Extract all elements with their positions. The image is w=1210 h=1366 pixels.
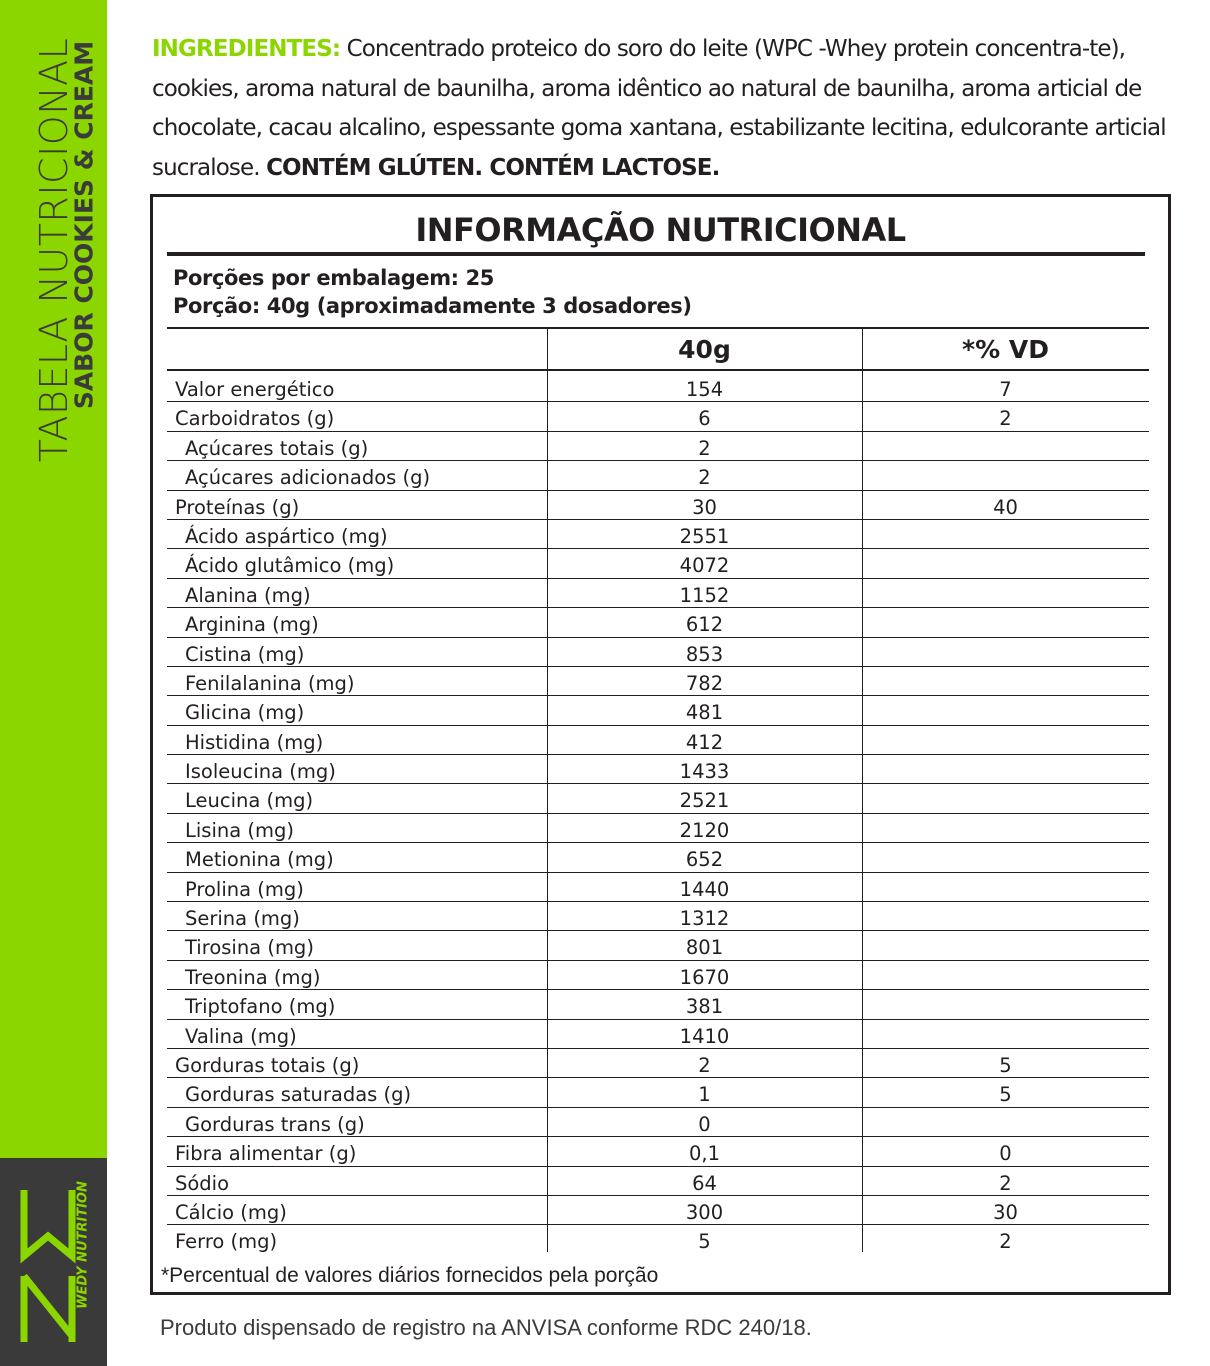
ingredients-label: INGREDIENTES: [152,36,341,62]
nutrient-dv: 40 [993,495,1018,519]
table-row [167,402,1149,431]
nutrient-name: Alanina (mg) [185,583,311,607]
nutrient-name: Fibra alimentar (g) [175,1142,357,1166]
table-row [167,902,1149,931]
table-row [167,579,1149,608]
nutrient-name: Histidina (mg) [185,730,324,754]
nutrient-name: Arginina (mg) [185,613,319,637]
nutrient-amount: 300 [685,1200,724,1224]
nutrient-amount: 412 [685,730,724,754]
brand-logo-box [0,1158,107,1366]
column-header-amount: 40g [678,335,731,364]
nutrient-dv: 0 [999,1142,1012,1166]
nutrient-name: Metionina (mg) [185,848,334,872]
nutrient-name: Serina (mg) [185,907,300,931]
nutrient-name: Prolina (mg) [185,877,304,901]
title-divider [167,252,1145,256]
nutrient-amount: 782 [685,671,724,695]
nutrient-dv: 2 [999,1171,1012,1195]
nutrient-dv: 5 [999,1053,1012,1077]
nutrient-amount: 481 [685,701,724,725]
table-row [167,990,1149,1019]
nutrient-amount: 5 [698,1230,711,1254]
nutrient-name: Lisina (mg) [185,818,294,842]
nutrient-name: Ácido aspártico (mg) [185,524,388,548]
ingredients-paragraph [152,30,1182,188]
nutrient-name: Valina (mg) [185,1024,297,1048]
nutrient-amount: 2551 [679,524,730,548]
nutrient-dv: 2 [999,407,1012,431]
nutrient-name: Leucina (mg) [185,789,314,813]
nutrient-dv: 5 [999,1083,1012,1107]
nutrient-amount: 6 [698,407,711,431]
nutrient-amount: 4072 [679,554,730,578]
nutrient-dv: 30 [993,1200,1018,1224]
nutrient-amount: 801 [685,936,724,960]
table-row [167,1137,1149,1166]
nutrient-name: Fenilalanina (mg) [185,671,355,695]
table-row [167,961,1149,990]
table-row [167,373,1149,402]
portion-info [173,264,692,320]
nutrient-amount: 1 [698,1083,711,1107]
table-row [167,784,1149,813]
nutrient-amount: 1410 [679,1024,730,1048]
table-row [167,1020,1149,1049]
table-row [167,696,1149,725]
nutrient-amount: 2120 [679,818,730,842]
nutrient-amount: 1152 [679,583,730,607]
nutrition-rows [167,373,1149,1255]
table-row [167,432,1149,461]
portions-per-pack: Porções por embalagem: 25 [173,266,495,290]
nutrient-name: Treonina (mg) [185,965,321,989]
nutrient-amount: 154 [685,378,724,401]
nutrient-name: Açúcares totais (g) [185,436,369,460]
nutrition-panel [150,194,1171,1295]
nutrient-amount: 2 [698,1053,711,1077]
brand-logo-icon [18,1186,78,1346]
nutrient-amount: 30 [692,495,717,519]
nutrient-amount: 1312 [679,907,730,931]
nutrient-amount: 2 [698,436,711,460]
nutrient-amount: 1440 [679,877,730,901]
nutrient-name: Gorduras saturadas (g) [185,1083,412,1107]
nutrient-name: Triptofano (mg) [185,995,336,1019]
table-row [167,726,1149,755]
nutrient-dv: 2 [999,1230,1012,1254]
nutrient-name: Cálcio (mg) [175,1200,287,1224]
nutrient-amount: 2 [698,466,711,490]
table-row [167,549,1149,578]
table-row [167,461,1149,490]
table-row [167,491,1149,520]
header-bottom-line [167,369,1149,371]
table-row [167,755,1149,784]
table-row [167,1196,1149,1225]
sidebar [0,0,107,1366]
nutrient-amount: 612 [685,613,724,637]
brand-name: WEDY NUTRITION [75,1181,91,1309]
table-row [167,814,1149,843]
portion-size: Porção: 40g (aproximadamente 3 dosadores) [173,294,692,318]
table-row [167,1225,1149,1254]
table-row [167,1078,1149,1107]
table-row [167,667,1149,696]
nutrient-name: Glicina (mg) [185,701,305,725]
nutrient-amount: 64 [692,1171,717,1195]
nutrient-name: Isoleucina (mg) [185,760,336,784]
nutrient-name: Açúcares adicionados (g) [185,466,431,490]
nutrient-amount: 1670 [679,965,730,989]
table-row [167,1108,1149,1137]
table-row [167,931,1149,960]
dv-footnote: *Percentual de valores diários fornecidos pela porção [161,1264,659,1287]
sidebar-subtitle: SABOR COOKIES & CREAM [69,40,99,410]
table-row [167,520,1149,549]
nutrient-name: Tirosina (mg) [185,936,314,960]
table-row [167,1049,1149,1078]
panel-title: INFORMAÇÃO NUTRICIONAL [415,211,906,249]
nutrient-name: Gorduras totais (g) [175,1053,360,1077]
column-header-dv: *% VD [962,335,1049,364]
nutrient-dv: 7 [999,378,1012,401]
registration-note: Produto dispensado de registro na ANVISA conforme RDC 240/18. [160,1315,812,1340]
nutrient-amount: 381 [685,995,724,1019]
nutrient-name: Valor energético [175,378,335,401]
nutrient-name: Ferro (mg) [175,1230,278,1254]
nutrient-name: Gorduras trans (g) [185,1112,365,1136]
nutrient-name: Ácido glutâmico (mg) [185,554,395,578]
nutrient-name: Proteínas (g) [175,495,300,519]
nutrient-name: Cistina (mg) [185,642,305,666]
table-row [167,873,1149,902]
nutrient-amount: 0 [698,1112,711,1136]
table-row [167,843,1149,872]
nutrient-amount: 1433 [679,760,730,784]
table-row [167,638,1149,667]
sidebar-title: TABELA NUTRICIONAL [32,37,76,463]
table-row [167,608,1149,637]
nutrient-name: Sódio [175,1171,230,1195]
table-row [167,1167,1149,1196]
ingredients-text: Concentrado proteico do soro do leite (WPC -Whey protein concentra-te), cookies, aroma natural de baunilha, aroma idêntico ao natural de baunilha, aroma articial de chocolate, cacau alcalino, espessante goma xantana, estabilizante lecitina, edulcorante articial sucralose. [152,36,1166,181]
nutrient-name: Carboidratos (g) [175,407,335,431]
nutrient-amount: 2521 [679,789,730,813]
allergen-warning: CONTÉM GLÚTEN. CONTÉM LACTOSE. [266,154,720,181]
nutrient-amount: 853 [685,642,724,666]
nutrient-amount: 652 [685,848,724,872]
nutrient-amount: 0,1 [688,1142,720,1166]
